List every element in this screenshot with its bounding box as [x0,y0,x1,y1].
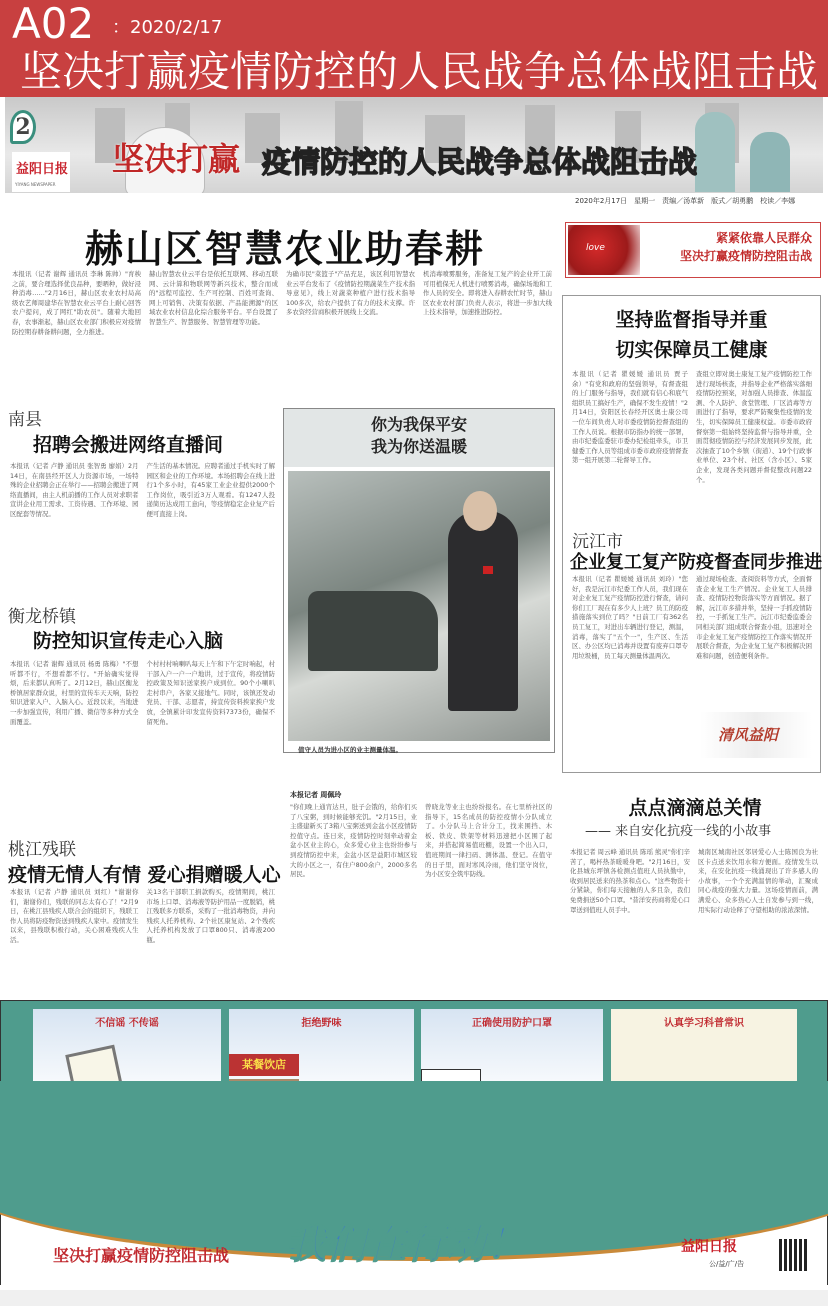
page-number-badge: 2 [10,110,36,144]
news-photo [288,471,550,741]
headline-anhua: 点点滴滴总关情 [628,797,762,819]
article-column: 曾晓龙等业主也纷纷报名。在七里桥社区的指导下，15名成员的防控疫情小分队成立了。小分队马上合计分工，找来围挡、木板、铁皮、铁架等材料迅速把小区围了起来，并搭起简易值班棚，设置一个出入口，值班期间一律扫码、测体温、登记。在值守的日子里，面对寒风冷雨，他们坚守岗位，为小区安全筑牢防线。 [425,803,552,879]
banner-title-red: 坚决打赢 [112,140,241,178]
article-taojiang [10,888,275,946]
ad-calligraphy: 我们在行动！ [286,1221,526,1268]
ad-footer [1,1201,827,1285]
logo-english: YIYANG NEWSPAPER [15,182,56,187]
headline-line2: 切实保障员工健康 [615,339,768,361]
photo-caption: 值守人员为进小区的业主测量体温。 [298,746,402,754]
ad-logo-sub: 公/益/广/告 [709,1260,745,1268]
article-column: 城南区城南社区邻居爱心人士陈国良为社区卡点送来饮用水和方便面。疫情发生以来，在安化抗疫一线涌现出了许多感人的小故事，一个个充满温情的举动，汇聚成同心战疫的强大力量。这场疫情面前，满满爱心、众多热心人士自发参与到一线，用实际行动诠释了守望相助的浓浓深情。 [698,848,818,914]
headline-nanxian: 招聘会搬进网络直播间 [33,434,224,456]
article-henglong [10,660,275,727]
logo-text: 益阳日报 [16,162,69,177]
article-column: 通过现场检查、查阅资料等方式，全面督查企业复工生产情况。企业复工人员排查、疫情防控物资落实等方面情况。据了解，沅江市多措并举，坚持一手抓疫情防控，一手抓复工生产。沅江市纪委监委会同相关部门组成联合督查小组，迅速对全市企业复工复产疫情防控工作落实情况开展联合督查，为企业复工复产积极解决困难和问题，创造便利条件。 [696,575,812,660]
qingfeng-yiyang-stamp [700,712,812,758]
headline-supervise [562,305,821,365]
headline-yuanjiang: 企业复工复产防疫督查同步推进 [570,552,822,573]
newspaper-logo [12,152,70,192]
article-column: 本报讯（记者 谢辉 通讯员 杨勇 陈梅）"不想听都不行，不想看都不行。"开始确实觉得烦，后来都认真听了。2月12日，赫山区衡龙桥镇居家群众说，村里的宣传车天天响，防控知识进家入户、入脑入心。近段以来，当地进一步加强宣传，利用广播、微信等多种方式全面覆盖。 [10,660,139,726]
article-column: 个村村村响喇叭每天上午和下午定时响起，村干部入户一户一户地讲，过于宣传，将疫情防控政策及知识送家挨户成到位。90个小喇叭走村串户，各家又接地气。同时，该镇还发动党员、干部、志愿者，持宣传资料挨家挨户发放，全镇累计印发宣传资料7373份，确保不留死角。 [146,660,275,726]
article-nanxian [10,462,275,520]
article-column: 本报记者 周云峰 通讯员 陈瑶 熊灵"你们辛苦了，喝杯热茶暖暖身吧。"2月16日，安化县城东坪镇各检测点值班人员执勤中，收到居民送来的热茶和点心。"这些物资十分紧缺，你们每天接触的人多且杂，我们免费捐送50个口罩。"昔洋安药商将爱心口罩送到值班人员手中。 [570,848,690,914]
article-column: 产生活的基本情况。应聘者通过手机实时了解园区和企业的工作环境。本场招聘会在线上进行1个多小时，有45家工业企业提供2000个工作岗位，吸引近3万人观看。有1247人投递简历达成用工意向，等疫情稳定企业复产后便可直接上岗。 [146,462,275,518]
article-column: 本报讯（记者 卢静 通讯员 张智勇 廖娟）2月14日，在南县经开区人力资源市场，一场特殊的企业招聘会正在举行——招聘会搬进了网络直播间，由主人机前播的工作人员对求职者宣讲企业用工需求、工资待遇、工作环境、园区配套等情况。 [10,462,139,518]
panel-title: 不信谣 不传谣 [95,1018,159,1029]
article-anhua [570,848,818,915]
stamp-text: 清风益阳 [718,726,779,744]
section-label-taojiang: 桃江残联 [8,840,76,860]
article-column: 赫山智慧农业云平台是依托互联网、移动互联网、云计算和物联网等新兴技术，整合而成的"远程可监控、生产可控制、百姓可查询、网上可销售、决策有依据、产品能溯源"的区域农业农村信息化综合服务平台。平台设置了智慧生产、智慧服务、智慧管理等功能。 [149,270,278,326]
qr-code-icon [779,1239,809,1271]
medic-illustration [695,112,735,192]
ad-line-1: 紧紧依靠人民群众 [715,231,812,245]
lead-headline: 赫山区智慧农业助春耕 [85,227,486,271]
headline-taojiang: 疫情无情人有情 爱心捐赠暖人心 [8,864,281,886]
page-title: 坚决打赢疫情防控的人民战争总体战阻击战 [20,47,819,96]
article-column: 本报讯（记者 瞿媛媛 通讯员 刘玲）"您好，我是沅江市纪委工作人员，我们现在对企业复工复产疫情防控进行督查，请问你们工厂现在有多少人上班？员工的防疫措施落实到位了吗？"日前工厂有362名员工复工，对进出车辆进行登记，测温，消毒，落实了"五个一"，生产区、生活区、办公区均已消毒并设置有废弃口罩专用垃圾桶，员工每天测量体温两次。 [572,575,688,660]
article-column: 本报讯（记者 瞿媛媛 通讯员 贾子余）"有党和政府的坚强领导，有督查组的上门服务与指导，我们就有信心和底气组织员工搞好生产，确保不发生疫情！"2月14日，资阳区长春经开区奥士康公司一位车间负责人对市委疫情防控督查组的工作人员说。根据市防指办的统一部署，由市纪委监委驻市委办纪检组牵头，市卫健委工作人员等组成市委市政府疫情督查第一组开展第二轮督导工作。 [572,370,688,465]
headline-line1: 坚持监督指导并重 [615,309,768,331]
banner-title: 疫情防控的人民战争总体战阻击战 [262,145,698,179]
panel-title: 拒绝野味 [301,1018,342,1029]
article-supervise [572,370,812,485]
page-date: ：2020/2/17 [112,17,223,38]
photo-feature [283,408,555,753]
lead-article-body [12,270,552,337]
dateline: 2020年2月17日 星期一 责编／汤革新 版式／胡勇鹏 校读／李娜 [575,197,796,205]
heart-image [568,225,640,275]
public-service-ad [0,1000,828,1285]
medic-illustration [750,132,790,192]
photo-headline-line1: 你为我保平安 [370,415,467,434]
section-label-yuanjiang: 沅江市 [572,532,623,552]
ad-logo: 益阳日报 [681,1239,737,1255]
love-text: love [586,243,605,253]
panel-title: 正确使用防护口罩 [472,1018,552,1029]
article-column: 关13名干部职工捐款购买，疫情期间，桃江市场上口罩、消毒液等防护用品一度脱销，桃江残联多方联系，采购了一批消毒物资，并向残疾人托养机构、2个社区康复站、2个残疾人托养机构发放了口罩800只、消毒液200瓶。 [146,888,275,944]
section-label-nanxian: 南县 [8,410,42,430]
page-title-bar [0,0,828,97]
section-label-henglong: 衡龙桥镇 [8,607,76,627]
page-number: A02 [12,0,95,48]
subhead-anhua: —— 来自安化抗疫一线的小故事 [585,824,772,839]
ad-slogan: 坚决打赢疫情防控阻击战 [53,1246,230,1265]
article-column: 机消毒喷雾服务，准备复工复产的企业开工前可用植保无人机进行喷雾消毒，确保场地和工作人员的安全。即将进入春耕农忙时节，赫山区农业农村部门负责人表示，将进一步加大线上技术指导，加速推进防控。 [423,270,552,317]
photo-headline-line2: 我为你送温暖 [370,437,467,456]
ad-banner-top [565,222,821,278]
photo-headline [284,409,554,467]
shop-sign: 某餐饮店 [229,1054,299,1076]
article-column: 本报讯（记者 谢辉 通讯员 李琳 陈帅）"育秧之前，要合理选择优良品种，要晒种，做好浸种消毒……"2月16日，赫山区农业农村局高级农艺师周建华在智慧农业云平台上耐心回答农户提问，成了网红"助农员"。随着大地回春，农事渐起，赫山区农业部门积极应对疫情防控期春耕备耕问题，全力推进。 [12,270,141,336]
article-photo-story [290,803,552,880]
article-column: 查组立即对奥士康复工复产疫情防控工作进行现场核查，并指导企业严格落实落细疫情防控预案，对加强人员排查、体温监测、个人防护、食堂管理、厂区消毒等方面进行了指导，要求严防聚集性疫情的发生，切实保障员工健康权益。市委市政府督察第一组始终坚持监督与指导并重，全面贯彻疫情防控与经济发展同步发展，此次抽查了10个乡镇（街道）、19个行政事业单位、23个村、社区（含小区）、5家企业，发现各类问题并督促整改问题22个。 [696,370,812,484]
article-column: 为确市民"菜篮子"产品充足，该区利用智慧农业云平台发布了《疫情防控期蔬菜生产技术指导意见》，线上对蔬菜种植户进行技术指导100多次，给农户提供了有力的技术支撑。许多农资经营商积极开展线上交流。 [286,270,415,317]
article-column: 本报讯（记者 卢静 通讯员 刘红）"谢谢你们，谢谢你们，残联的同志太有心了！"2月9日，在桃江县残疾人联合会的组织下，残联工作人员将防疫物资送到残疾人家中。疫情发生以来，县残联积极行动，关心困难残疾人生活。 [10,888,139,944]
ad-line-2: 坚决打赢疫情防控阻击战 [679,249,812,263]
headline-henglong: 防控知识宣传走心入脑 [33,630,224,652]
article-column: "你们晚上通宵达旦，肚子会饿的，给你们买了八宝粥，到时候能够充饥。"2月15日，业主盛建新买了3箱八宝粥送到金盆小区疫情防控值守点。连日来，疫情防控时刻牵动着金盆小区业主的心，众多爱心业主也纷纷参与到疫情防控中来，金盆小区是益阳市城区较大的小区之一，有住户800余户，2000多名居民。 [290,803,417,879]
photo-byline: 本报记者 周佩玲 [290,791,342,799]
article-yuanjiang [572,575,812,661]
panel-title: 认真学习科普常识 [664,1018,744,1029]
